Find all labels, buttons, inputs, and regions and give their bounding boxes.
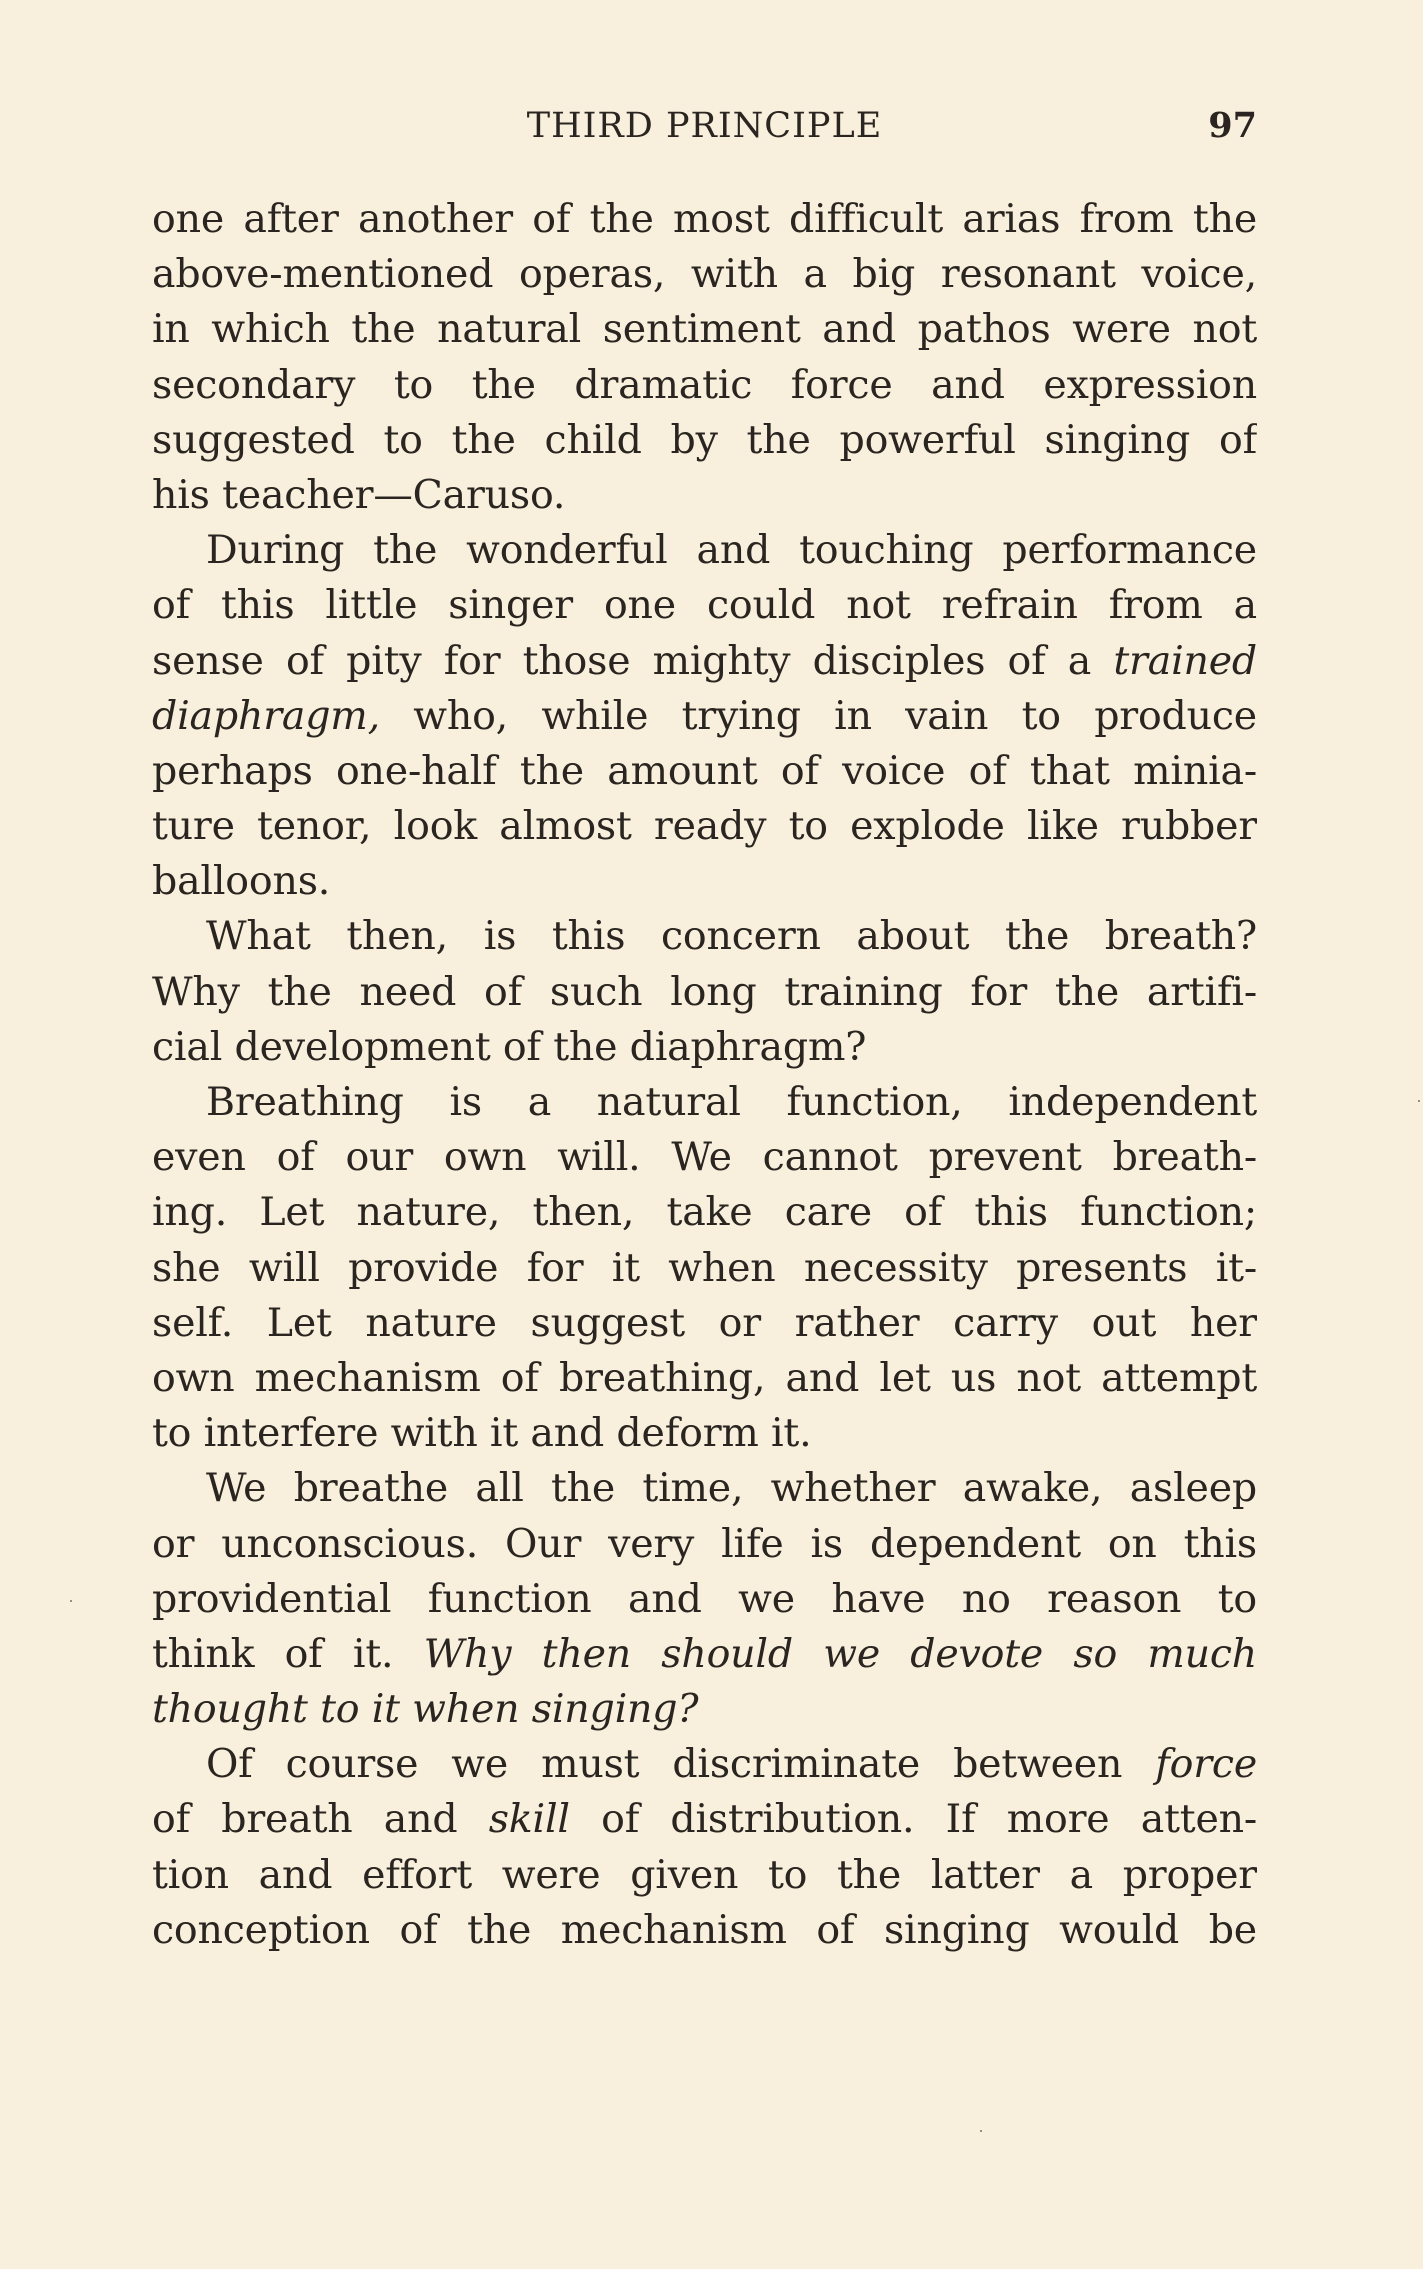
text-segment: his teacher—Caruso. <box>152 471 566 518</box>
text-line <box>152 854 1257 909</box>
text-line <box>152 1572 1257 1627</box>
text-line <box>152 1517 1257 1572</box>
text-line <box>152 413 1257 468</box>
text-segment: perhaps one-half the amount of voice of that minia- <box>152 747 1257 794</box>
text-line <box>152 1020 1257 1075</box>
text-segment: cial development of the diaphragm? <box>152 1023 867 1070</box>
text-segment: Breathing is a natural function, independent <box>206 1079 1257 1125</box>
text-line <box>152 1848 1257 1903</box>
text-line <box>152 468 1257 523</box>
text-line <box>152 1461 1257 1516</box>
text-line <box>152 965 1257 1020</box>
text-segment: ing. Let nature, then, take care of this function; <box>152 1189 1257 1236</box>
text-segment: We breathe all the time, whether awake, asleep <box>206 1465 1257 1512</box>
text-line <box>152 1737 1257 1792</box>
running-head <box>152 96 1257 156</box>
page-number: 97 <box>1208 105 1257 146</box>
text-line <box>152 689 1257 744</box>
text-segment: conception of the mechanism of singing would be <box>152 1906 1257 1953</box>
text-line <box>152 909 1257 964</box>
text-segment: suggested to the child by the powerful singing of <box>152 416 1257 463</box>
text-line <box>152 1351 1257 1406</box>
text-segment: tion and effort were given to the latter a proper <box>152 1851 1257 1898</box>
text-segment: of breath and <box>152 1796 489 1843</box>
text-line <box>152 1241 1257 1296</box>
text-line <box>152 192 1257 247</box>
text-segment: she will provide for it when necessity presents it- <box>152 1244 1257 1291</box>
text-segment: think of it. <box>152 1630 424 1677</box>
text-line <box>152 1627 1257 1682</box>
text-line <box>152 744 1257 799</box>
text-line <box>152 578 1257 633</box>
text-segment: What then, is this concern about the breath? <box>206 913 1257 960</box>
body-text <box>152 192 1257 1958</box>
paper-speck <box>1418 1100 1420 1102</box>
text-segment: ture tenor, look almost ready to explode like rubber <box>152 803 1257 850</box>
text-segment: who, while trying in vain to produce <box>379 692 1257 739</box>
text-segment: above-mentioned operas, with a big resonant voice, <box>152 251 1257 298</box>
italic-text: Why then should we devote so much <box>423 1630 1257 1677</box>
running-title: THIRD PRINCIPLE <box>526 106 883 146</box>
italic-text: thought to it when singing? <box>152 1686 699 1733</box>
italic-text: diaphragm, <box>152 692 380 739</box>
text-segment: of distribution. If more atten- <box>569 1796 1257 1843</box>
text-segment: of this little singer one could not refrain from a <box>152 582 1257 629</box>
text-segment: providential function and we have no reason to <box>152 1575 1257 1622</box>
italic-text: force <box>1155 1741 1257 1788</box>
text-segment: balloons. <box>152 858 331 905</box>
text-segment: even of our own will. We cannot prevent breath- <box>152 1134 1257 1181</box>
text-segment: to interfere with it and deform it. <box>152 1410 812 1457</box>
italic-text: skill <box>488 1796 570 1843</box>
text-line <box>152 1903 1257 1958</box>
text-segment: self. Let nature suggest or rather carry out her <box>152 1299 1257 1346</box>
text-line <box>152 358 1257 413</box>
italic-text: trained <box>1113 637 1257 684</box>
text-line <box>152 1075 1257 1130</box>
text-segment: one after another of the most difficult arias from the <box>152 196 1257 242</box>
text-line <box>152 523 1257 578</box>
paper-speck <box>70 1600 72 1602</box>
text-line <box>152 1296 1257 1351</box>
text-segment: Why the need of such long training for the artifi- <box>152 968 1257 1015</box>
text-segment: in which the natural sentiment and pathos were not <box>152 306 1257 353</box>
text-line <box>152 1406 1257 1461</box>
text-segment: During the wonderful and touching performance <box>206 527 1257 574</box>
text-line <box>152 1792 1257 1847</box>
paper-speck <box>980 2130 982 2132</box>
text-segment: Of course we must discriminate between <box>206 1741 1156 1788</box>
text-segment: sense of pity for those mighty disciples of a <box>152 637 1114 684</box>
text-line <box>152 247 1257 302</box>
text-segment: or unconscious. Our very life is dependent on this <box>152 1520 1257 1567</box>
text-line <box>152 302 1257 357</box>
text-line <box>152 799 1257 854</box>
text-line <box>152 1682 1257 1737</box>
text-segment: own mechanism of breathing, and let us not attempt <box>152 1354 1257 1401</box>
text-line <box>152 1185 1257 1240</box>
text-segment: secondary to the dramatic force and expression <box>152 361 1257 408</box>
text-line <box>152 634 1257 689</box>
text-line <box>152 1130 1257 1185</box>
